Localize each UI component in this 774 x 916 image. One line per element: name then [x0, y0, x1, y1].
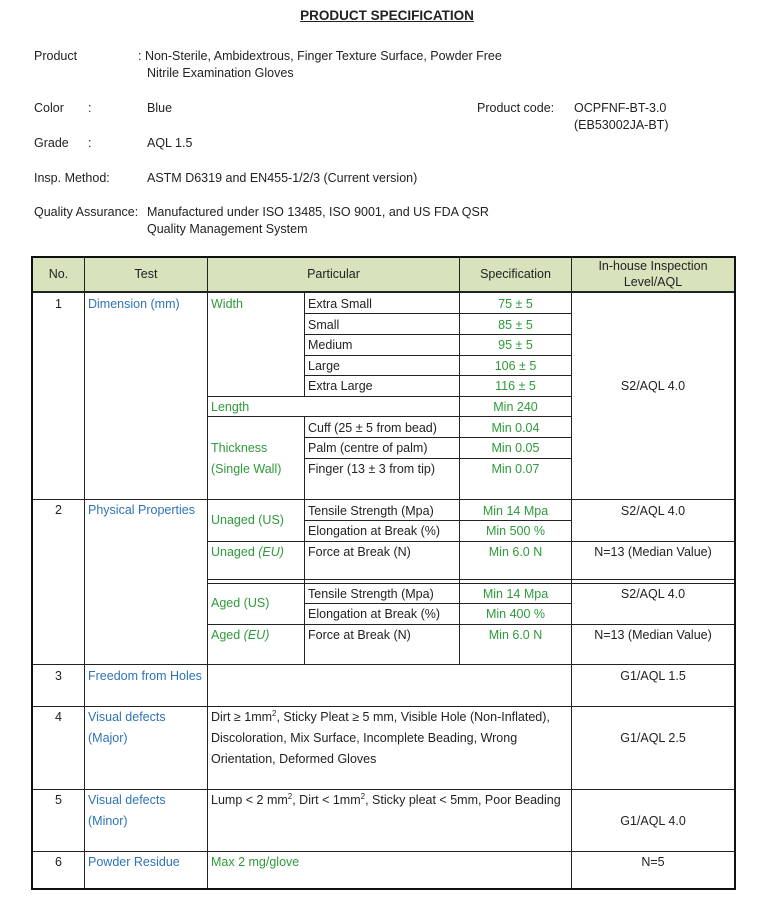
row1-thickness-line1: Thickness [211, 441, 268, 455]
header-inhouse-line2: Level/AQL [623, 275, 683, 289]
row5-test-line2: (Minor) [88, 814, 128, 828]
spec-unaged-elongation: Min 500 % [485, 524, 546, 538]
grade-colon: : [88, 136, 92, 150]
row5-aql: G1/AQL 4.0 [620, 814, 686, 828]
row4-desc-line3: Orientation, Deformed Gloves [211, 752, 377, 766]
row-line [305, 313, 571, 314]
row6-test: Powder Residue [88, 855, 180, 869]
spec-large: 106 ± 5 [494, 359, 537, 373]
color-value: Blue [147, 101, 173, 115]
page-title: PRODUCT SPECIFICATION [300, 8, 474, 23]
row3-aql: G1/AQL 1.5 [620, 669, 686, 683]
spec-unaged-force: Min 6.0 N [488, 545, 543, 559]
color-colon: : [88, 101, 92, 115]
aged-force: Force at Break (N) [308, 628, 411, 642]
size-extra-large: Extra Large [308, 379, 373, 393]
row5-no: 5 [55, 793, 62, 807]
spec-length: Min 240 [493, 400, 538, 414]
row-line [208, 541, 734, 542]
color-label: Color [34, 101, 64, 115]
product-value-line2: Nitrile Examination Gloves [147, 66, 294, 80]
row4-test-line1: Visual defects [88, 710, 166, 724]
row2-test: Physical Properties [88, 503, 195, 517]
insp-method-value: ASTM D6319 and EN455-1/2/3 (Current version) [147, 171, 418, 185]
row4-test-line2: (Major) [88, 731, 128, 745]
row-line [305, 355, 571, 356]
row1-length: Length [211, 400, 250, 414]
unaged-elongation: Elongation at Break (%) [308, 524, 441, 538]
unaged-us-label: Unaged (US) [211, 513, 284, 527]
row4-desc-line2: Discoloration, Mix Surface, Incomplete Beading, Wrong [211, 731, 518, 745]
qa-value-line1: Manufactured under ISO 13485, ISO 9001, and US FDA QSR [147, 205, 489, 219]
row-line [33, 789, 734, 790]
row-line [208, 416, 571, 417]
spec-aged-tensile: Min 14 Mpa [482, 587, 549, 601]
col-line [304, 499, 305, 664]
row4-desc-line1: Dirt ≥ $1mm^2$, Sticky Pleat ≥ 5 mm, Visible Hole (Non-Inflated), [211, 708, 550, 724]
row6-no: 6 [55, 855, 62, 869]
row-line [33, 706, 734, 707]
thickness-cuff: Cuff (25 ± 5 from bead) [308, 421, 437, 435]
col-line [571, 258, 572, 888]
row-line [33, 851, 734, 852]
unaged-force: Force at Break (N) [308, 545, 411, 559]
header-no: No. [48, 267, 69, 281]
row-line [208, 624, 734, 625]
unaged-eu-label: Unaged (EU) [211, 545, 284, 559]
product-label: Product [34, 49, 78, 63]
product-value-line1: : Non-Sterile, Ambidextrous, Finger Texture Surface, Powder Free [138, 49, 502, 63]
size-large: Large [308, 359, 340, 373]
spec-extra-small: 75 ± 5 [498, 297, 533, 311]
row-line [305, 520, 571, 521]
thickness-palm: Palm (centre of palm) [308, 441, 428, 455]
row-line [208, 396, 571, 397]
row2-aql-aged-us: S2/AQL 4.0 [620, 587, 686, 601]
row-line [305, 375, 571, 376]
spec-finger: Min 0.07 [491, 462, 540, 476]
row1-thickness-line2: (Single Wall) [211, 462, 282, 476]
col-line [304, 293, 305, 397]
row6-aql: N=5 [641, 855, 665, 869]
header-divider [33, 291, 734, 293]
row-line [208, 579, 734, 580]
product-code-line2: (EB53002JA-BT) [574, 118, 669, 132]
row3-no: 3 [55, 669, 62, 683]
row4-aql: G1/AQL 2.5 [620, 731, 686, 745]
row-line [305, 603, 571, 604]
header-inhouse-line1: In-house Inspection [598, 259, 708, 273]
row5-test-line1: Visual defects [88, 793, 166, 807]
product-code-line1: OCPFNF-BT-3.0 [574, 101, 667, 115]
aged-us-label: Aged (US) [211, 596, 270, 610]
unaged-tensile: Tensile Strength (Mpa) [308, 504, 434, 518]
spec-medium: 95 ± 5 [498, 338, 533, 352]
col-line [304, 416, 305, 499]
qa-value-line2: Quality Management System [147, 222, 308, 236]
row2-aql-aged-eu: N=13 (Median Value) [594, 628, 712, 642]
spec-small: 85 ± 5 [498, 318, 533, 332]
aged-eu-label: Aged (EU) [211, 628, 270, 642]
insp-method-label: Insp. Method: [34, 171, 110, 185]
qa-label: Quality Assurance: [34, 205, 139, 219]
row-line [305, 437, 571, 438]
product-code-label: Product code: [477, 101, 555, 115]
row1-no: 1 [55, 297, 62, 311]
spec-aged-force: Min 6.0 N [488, 628, 543, 642]
spec-unaged-tensile: Min 14 Mpa [482, 504, 549, 518]
spec-extra-large: 116 ± 5 [495, 379, 536, 393]
row5-desc: Lump < 2 $mm^2$, Dirt < $1mm^2$, Sticky pleat < 5mm, Poor Beading [211, 791, 561, 807]
spec-cuff: Min 0.04 [491, 421, 540, 435]
aged-elongation: Elongation at Break (%) [308, 607, 441, 621]
row-line [33, 664, 734, 665]
row1-test: Dimension (mm) [88, 297, 180, 311]
row-line [208, 583, 734, 584]
header-test: Test [134, 267, 158, 281]
col-line [84, 258, 85, 888]
size-small: Small [308, 318, 340, 332]
row-line [305, 458, 571, 459]
spec-table [31, 256, 736, 890]
row2-aql-unaged-eu: N=13 (Median Value) [594, 545, 712, 559]
row4-no: 4 [55, 710, 62, 724]
row-line [305, 334, 571, 335]
header-particular: Particular [307, 267, 360, 281]
thickness-finger: Finger (13 ± 3 from tip) [308, 462, 436, 476]
row-line [33, 499, 734, 500]
header-specification: Specification [480, 267, 551, 281]
grade-label: Grade [34, 136, 69, 150]
row6-spec: Max 2 mg/glove [211, 855, 300, 869]
spec-aged-elongation: Min 400 % [485, 607, 546, 621]
size-medium: Medium [308, 338, 353, 352]
row1-width: Width [211, 297, 243, 311]
aged-tensile: Tensile Strength (Mpa) [308, 587, 434, 601]
row3-test: Freedom from Holes [88, 669, 202, 683]
row2-aql-unaged-us: S2/AQL 4.0 [620, 504, 686, 518]
row2-no: 2 [55, 503, 62, 517]
size-extra-small: Extra Small [308, 297, 372, 311]
col-line [207, 258, 208, 888]
spec-palm: Min 0.05 [491, 441, 540, 455]
row1-aql: S2/AQL 4.0 [620, 379, 686, 393]
grade-value: AQL 1.5 [147, 136, 193, 150]
